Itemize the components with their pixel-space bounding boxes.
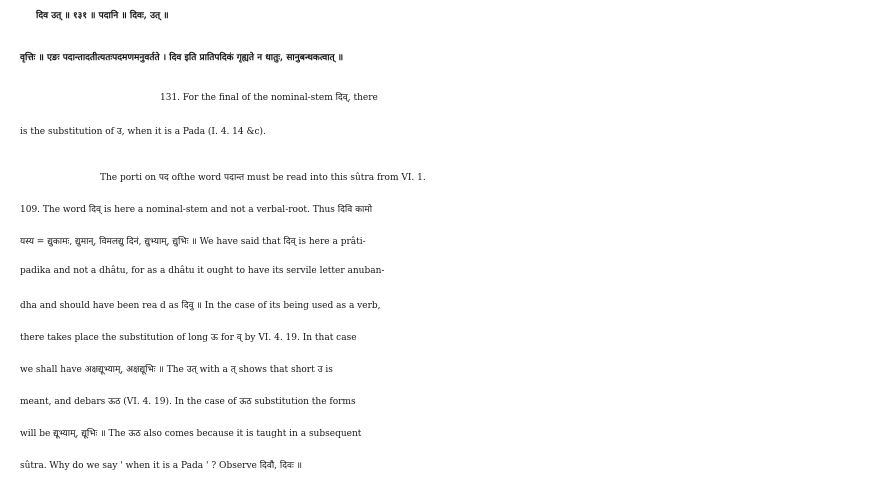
commentary-line-10: sûtra. Why do we say ' when it is a Pada ' ? Observe दिवौ, दिवः ॥ bbox=[20, 461, 303, 471]
commentary-line-2: 109. The word दिव् is here a nominal-stem and not a verbal-root. Thus दिवि कामो bbox=[20, 205, 373, 215]
commentary-line-6: there takes place the substitution of long ऊ for व् by VI. 4. 19. In that case bbox=[20, 333, 357, 343]
commentary-line-7: we shall have अक्षद्यूभ्याम्, अक्षद्यूभिः ॥ The उत् with a त् shows that short उ is bbox=[20, 365, 333, 375]
sutra-header: दिव उत् ॥ १३१ ॥ पदानि ॥ दिवः, उत् ॥ bbox=[36, 11, 169, 21]
commentary-line-5: dha and should have been rea d as दिवु ॥ In the case of its being used as a verb, bbox=[20, 301, 381, 311]
vritti-commentary: वृत्तिः ॥ एङः पदान्तादतीत्यतःपदमणमनुवर्तते । दिव इति प्रातिपदिकं गृह्यते न धातुः, सानुबन्धकत्वात् ॥ bbox=[20, 53, 344, 63]
commentary-line-4: padika and not a dhâtu, for as a dhâtu it ought to have its servile letter anuban- bbox=[20, 266, 385, 276]
commentary-line-8: meant, and debars ऊठ (VI. 4. 19). In the case of ऊठ substitution the forms bbox=[20, 397, 356, 407]
commentary-line-3: यस्य = द्युकामः, द्युमान्, विमलद्यु दिनं, द्युभ्याम्, द्युभिः ॥ We have said that दिव् is here a prâti- bbox=[20, 237, 366, 247]
translation-line-1: 131. For the final of the nominal-stem दिव्, there bbox=[160, 93, 378, 103]
commentary-line-1: The porti on पद ofthe word पदान्त must be read into this sûtra from VI. 1. bbox=[100, 173, 426, 183]
translation-line-2: is the substitution of उ, when it is a Pada (I. 4. 14 &c). bbox=[20, 127, 266, 137]
commentary-line-9: will be द्यूभ्याम्, द्यूभिः ॥ The ऊठ also comes because it is taught in a subsequent bbox=[20, 429, 362, 439]
